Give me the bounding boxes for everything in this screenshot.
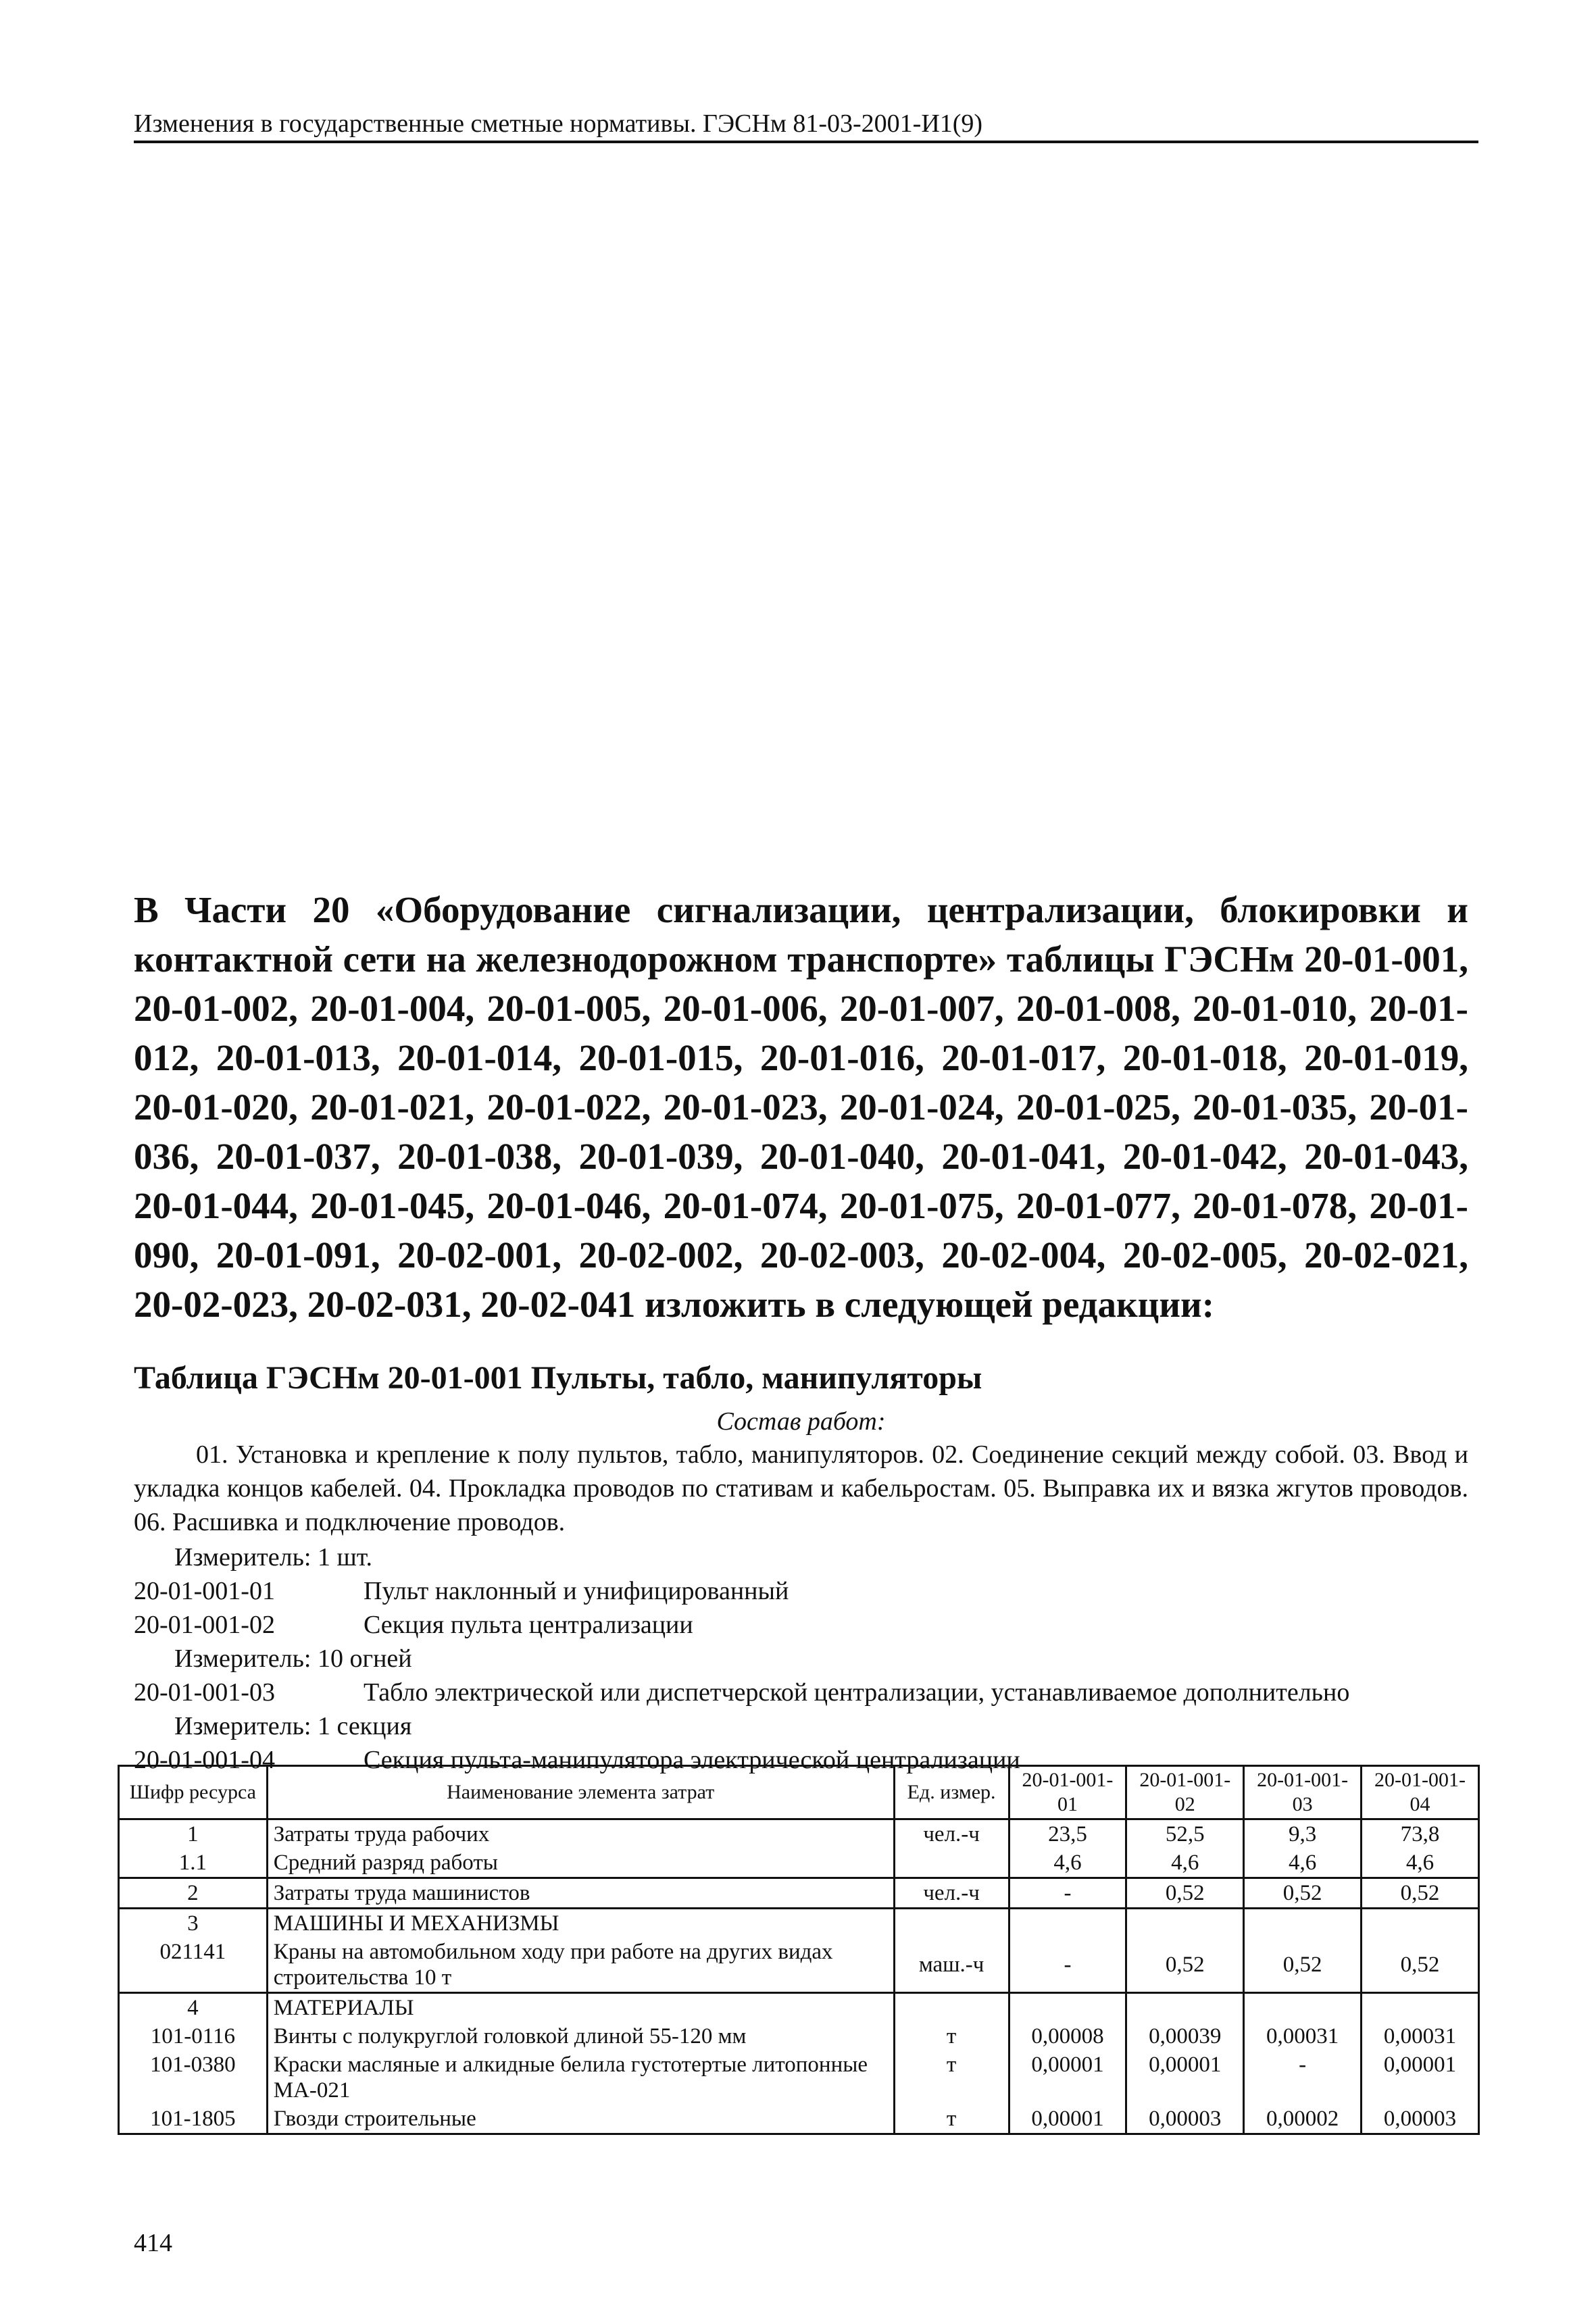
cell-value — [1126, 1993, 1244, 2023]
cell-unit: чел.-ч — [894, 1878, 1009, 1909]
cell-unit — [894, 1993, 1009, 2023]
cell-value: 0,00001 — [1126, 2051, 1244, 2105]
cell-value: 0,52 — [1126, 1878, 1244, 1909]
cell-name: Гвозди строительные — [267, 2105, 894, 2134]
section-name: МАТЕРИАЛЫ — [267, 1993, 894, 2023]
cell-code: 1 — [119, 1819, 268, 1849]
composition-caption: Состав работ: — [716, 1407, 886, 1436]
cell-value: 9,3 — [1244, 1819, 1362, 1849]
cell-unit: т — [894, 2022, 1009, 2051]
norm-items-list — [134, 1540, 1478, 1777]
cell-name: Краны на автомобильном ходу при работе на других видах строительства 10 т — [267, 1938, 894, 1993]
cell-value: 0,52 — [1244, 1938, 1362, 1993]
cell-value: 0,00031 — [1244, 2022, 1362, 2051]
cell-value: 0,52 — [1362, 1938, 1479, 1993]
cell-value: 0,52 — [1126, 1938, 1244, 1993]
cell-unit — [894, 1848, 1009, 1878]
header-col-2: 20-01-001-02 — [1126, 1766, 1244, 1819]
cell-code: 2 — [119, 1878, 268, 1909]
norm-item — [134, 1574, 1478, 1608]
cell-value: 0,00003 — [1126, 2105, 1244, 2134]
header-col-3: 20-01-001-03 — [1244, 1766, 1362, 1819]
table-row — [119, 1819, 1479, 1849]
norm-code: 20-01-001-03 — [134, 1678, 275, 1707]
cost-table — [118, 1765, 1480, 2135]
cell-value: 0,00008 — [1009, 2022, 1126, 2051]
table-row — [119, 1848, 1479, 1878]
cell-value: 0,00001 — [1009, 2105, 1126, 2134]
cell-unit: т — [894, 2105, 1009, 2134]
cell-code: 1.1 — [119, 1848, 268, 1878]
cell-value: 0,00039 — [1126, 2022, 1244, 2051]
cell-unit — [894, 1909, 1009, 1938]
cell-value — [1126, 1909, 1244, 1938]
cell-code: 3 — [119, 1909, 268, 1938]
page-number: 414 — [134, 2229, 172, 2257]
cell-value — [1362, 1993, 1479, 2023]
cell-code: 101-0380 — [119, 2051, 268, 2105]
table-row — [119, 1938, 1479, 1993]
cell-value: - — [1009, 1938, 1126, 1993]
header-col-1: 20-01-001-01 — [1009, 1766, 1126, 1819]
norm-name: Табло электрической или диспетчерской централизации, устанавливаемое дополнительно — [364, 1678, 1350, 1707]
norm-code: 20-01-001-01 — [134, 1577, 275, 1605]
header-col-4: 20-01-001-04 — [1362, 1766, 1479, 1819]
norm-code: 20-01-001-02 — [134, 1611, 275, 1639]
cell-value: - — [1244, 2051, 1362, 2105]
cell-value — [1244, 1993, 1362, 2023]
norm-item — [134, 1608, 1478, 1642]
cell-value — [1244, 1909, 1362, 1938]
norm-code: 20-01-001-04 — [134, 1746, 275, 1774]
table-section-row — [119, 1993, 1479, 2023]
cell-unit: т — [894, 2051, 1009, 2105]
norm-name: Пульт наклонный и унифицированный — [364, 1577, 789, 1605]
measure-line: Измеритель: 1 шт. — [174, 1543, 372, 1571]
cell-unit: чел.-ч — [894, 1819, 1009, 1849]
cell-value — [1362, 1909, 1479, 1938]
norm-item — [134, 1676, 1478, 1709]
measure-line: Измеритель: 10 огней — [174, 1644, 412, 1673]
cell-value: 0,52 — [1362, 1878, 1479, 1909]
cell-value: - — [1009, 1878, 1126, 1909]
composition-text: 01. Установка и крепление к полу пультов, табло, манипуляторов. 02. Соединение секций между собой. 03. Ввод и укладка концов кабелей. 04. Прокладка проводов по стативам и кабельростам. 05. Выправка их и вязка жгутов проводов. 06. Расшивка и подключение проводов. — [134, 1440, 1468, 1536]
cell-unit: маш.-ч — [894, 1938, 1009, 1993]
cell-value: 4,6 — [1126, 1848, 1244, 1878]
table-row — [119, 2051, 1479, 2105]
cell-value: 0,00031 — [1362, 2022, 1479, 2051]
cell-name: Винты с полукруглой головкой длиной 55-120 мм — [267, 2022, 894, 2051]
table-row — [119, 2105, 1479, 2134]
cell-code: 101-0116 — [119, 2022, 268, 2051]
cell-name: Затраты труда рабочих — [267, 1819, 894, 1849]
cell-value: 0,00002 — [1244, 2105, 1362, 2134]
norm-name: Секция пульта централизации — [364, 1611, 693, 1639]
cell-code: 101-1805 — [119, 2105, 268, 2134]
header-unit: Ед. измер. — [894, 1766, 1009, 1819]
norm-name: Секция пульта-манипулятора электрической централизации — [364, 1746, 1020, 1774]
amendment-heading: В Части 20 «Оборудование сигнализации, централизации, блокировки и контактной сети на железнодорожном транспорте» таблицы ГЭСНм 20-01-001, 20-01-002, 20-01-004, 20-01-005, 20-01-006, 20-01-007, 20-01-008, 20-01-010, 20-01-012, 20-01-013, 20-01-014, 20-01-015, 20-01-016, 20-01-017, 20-01-018, 20-01-019, 20-01-020, 20-01-021, 20-01-022, 20-01-023, 20-01-024, 20-01-025, 20-01-035, 20-01-036, 20-01-037, 20-01-038, 20-01-039, 20-01-040, 20-01-041, 20-01-042, 20-01-043, 20-01-044, 20-01-045, 20-01-046, 20-01-074, 20-01-075, 20-01-077, 20-01-078, 20-01-090, 20-01-091, 20-02-001, 20-02-002, 20-02-003, 20-02-004, 20-02-005, 20-02-021, 20-02-023, 20-02-031, 20-02-041 изложить в следующей редакции: — [134, 889, 1468, 1325]
table-title: Таблица ГЭСНм 20-01-001 Пульты, табло, манипуляторы — [134, 1360, 982, 1396]
table-header-row — [119, 1766, 1479, 1819]
cell-name: Затраты труда машинистов — [267, 1878, 894, 1909]
cell-value: 4,6 — [1362, 1848, 1479, 1878]
cell-value: 52,5 — [1126, 1819, 1244, 1849]
running-header: Изменения в государственные сметные нормативы. ГЭСНм 81-03-2001-И1(9) — [134, 108, 1478, 143]
cell-name: Средний разряд работы — [267, 1848, 894, 1878]
header-name: Наименование элемента затрат — [267, 1766, 894, 1819]
cell-code: 021141 — [119, 1938, 268, 1993]
measure-line: Измеритель: 1 секция — [174, 1712, 412, 1740]
header-code: Шифр ресурса — [119, 1766, 268, 1819]
cell-name: Краски масляные и алкидные белила густотертые литопонные МА-021 — [267, 2051, 894, 2105]
cell-value: 0,00003 — [1362, 2105, 1479, 2134]
cell-value: 0,52 — [1244, 1878, 1362, 1909]
cell-code: 4 — [119, 1993, 268, 2023]
cell-value: 0,00001 — [1362, 2051, 1479, 2105]
table-row — [119, 1878, 1479, 1909]
table-row — [119, 2022, 1479, 2051]
cell-value: 73,8 — [1362, 1819, 1479, 1849]
cell-value: 4,6 — [1244, 1848, 1362, 1878]
cell-value: 4,6 — [1009, 1848, 1126, 1878]
cell-value: 0,00001 — [1009, 2051, 1126, 2105]
table-section-row — [119, 1909, 1479, 1938]
cell-value: 23,5 — [1009, 1819, 1126, 1849]
section-name: МАШИНЫ И МЕХАНИЗМЫ — [267, 1909, 894, 1938]
cell-value — [1009, 1993, 1126, 2023]
cell-value — [1009, 1909, 1126, 1938]
